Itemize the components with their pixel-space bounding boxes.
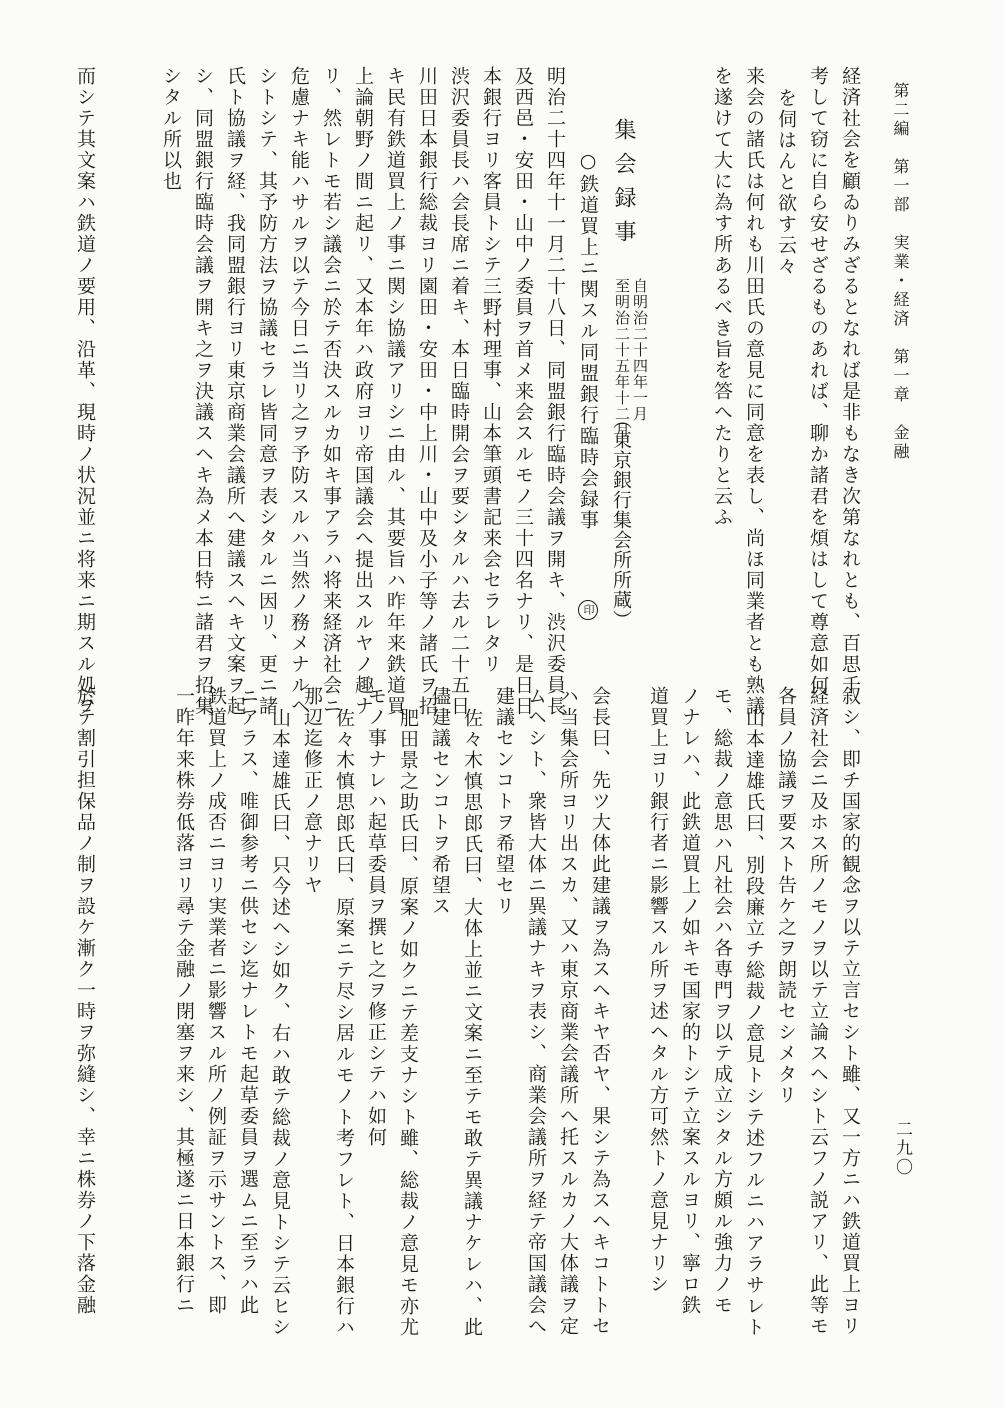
- text-column: 建議センコトヲ希望セリ: [493, 686, 515, 917]
- text-column: ニアラス、唯御参考ニ供セシ迄ナレトモ起草委員ヲ選ムニ至ラハ此: [237, 686, 259, 1316]
- text-column: 本銀行ヨリ客員トシテ三野村理事、山本筆頭書記来会セラレタリ: [480, 66, 502, 675]
- text-column: モ、総裁ノ意思ハ凡社会ハ各専門ヲ以テ成立シタル方頗ル強力ノモ: [711, 686, 733, 1316]
- running-header: 第二編 第一部 実業・経済 第一章 金融: [891, 82, 910, 462]
- text-column: 上論朝野ノ間ニ起リ、又本年ハ政府ヨリ帝国議会へ提出スルヤノ趣ナ: [352, 66, 374, 717]
- text-column: 山本達雄氏曰、別段廉立チ総裁ノ意見トシテ述フルニハアラサレト: [743, 708, 765, 1338]
- text-column: 山本達雄氏曰、只今述ヘシ如ク、右ハ敢テ総裁ノ意見トシテ云ヒシ: [269, 708, 291, 1338]
- text-column: 経済社会ニ及ホス所ノモノヲ以テ立論スヘシト云フノ説アリ、此等モ: [807, 686, 829, 1337]
- text-column: 儘建議センコトヲ希望ス: [429, 686, 451, 917]
- text-column: リ、然レトモ若シ議会ニ於テ否決スルカ如キ事アラハ将来経済社会ニ: [320, 66, 342, 717]
- page-number: 二九〇: [892, 1120, 912, 1177]
- text-column: 氏ト協議ヲ経、我同盟銀行ヨリ東京商業会議所へ建議スヘキ文案ヲ起: [224, 66, 246, 717]
- text-column: を伺はんと欲す云々: [775, 88, 797, 277]
- text-column: キ民有鉄道買上ノ事ニ関シ協議アリシニ由ル、其要旨ハ昨年来鉄道買: [384, 66, 406, 717]
- source-note: （東京銀行集会所所蔵）: [610, 410, 632, 630]
- text-column: 道買上ヨリ銀行者ニ影響スル所ヲ述ヘタル方可然トノ意見ナリシ: [647, 686, 669, 1295]
- minutes-heading: [578, 150, 597, 531]
- text-column: 各員ノ協議ヲ要スト告ケ之ヲ朗読セシメタリ: [775, 686, 797, 1106]
- text-column: 而シテ其文案ハ鉄道ノ要用、沿革、現時ノ状況並ニ将来ニ期スル処ヲ: [74, 66, 96, 717]
- text-column: ハ当集会所ヨリ出スカ、又ハ東京商業会議所へ托スルカノ大体議ヲ定: [557, 686, 579, 1337]
- text-column: 一昨年来株券低落ヨリ尋テ金融ノ閉塞ヲ来シ、其極遂ニ日本銀行ニ: [173, 686, 195, 1316]
- text-column: 来会の諸氏は何れも川田氏の意見に同意を表し、尚ほ同業者とも熟議: [743, 66, 765, 717]
- text-column: シトシテ、其予防方法ヲ協議セラレ皆同意ヲ表シタルニ因リ、更ニ諸: [256, 66, 278, 717]
- text-column: 鉄道買上ノ成否ニヨリ実業者ニ影響スル所ノ例証ヲ示サントス、即: [205, 686, 227, 1316]
- section-title: 集会録事: [611, 118, 636, 254]
- text-column: 佐々木慎思郎氏曰、大体上並ニ文案ニ至テモ敢テ異議ナケレハ、此: [461, 708, 483, 1338]
- date-range-from: 自明治二十四年一月: [631, 278, 649, 422]
- text-column: 肥田景之助氏曰、原案ノ如クニテ差支ナシト雖、総裁ノ意見モ亦尤: [397, 708, 419, 1338]
- date-range-to: 至明治二十五年十二月: [613, 278, 631, 438]
- text-column: 佐々木慎思郎氏曰、原案ニテ尽シ居ルモノト考フレト、日本銀行ハ: [333, 708, 355, 1338]
- seal-mark: [578, 600, 598, 620]
- text-column: シ、同盟銀行臨時会議ヲ開キ之ヲ決議スヘキ為メ本日特ニ諸君ヲ招集: [192, 66, 214, 717]
- text-column: 川田日本銀行総裁ヨリ園田・安田・中上川・山中及小子等ノ諸氏ヲ招: [416, 66, 438, 717]
- text-column: 叙シ、即チ国家的観念ヲ以テ立言セシト雖、又一方ニハ鉄道買上ヨリ: [839, 686, 861, 1337]
- text-column: 及西邑・安田・山中ノ委員ヲ首メ来会スルモノ三十四名ナリ、是日日: [512, 66, 534, 717]
- text-column: シタル所以也: [160, 66, 182, 192]
- text-column: 危慮ナキ能ハサルヲ以テ今日ニ当リ之ヲ予防スルハ当然ノ務メナルヘ: [288, 66, 310, 717]
- text-column: ノナレハ、此鉄道買上ノ如キモ国家的トシテ立案スルヨリ、寧ロ鉄: [679, 686, 701, 1316]
- text-column: 那辺迄修正ノ意ナリヤ: [301, 686, 323, 896]
- text-column: 考して窃に自ら安せざるものあれば、聊か諸君を煩はして尊意如何: [807, 66, 829, 696]
- text-column: 経済社会を顧ゐりみざるとなれば是非もなき次第なれとも、百思千: [839, 66, 861, 696]
- text-column: を遂けて大に為す所あるべき旨を答へたりと云ふ: [711, 66, 733, 528]
- text-column: 渋沢委員長ハ会長席ニ着キ、本日臨時開会ヲ要シタルハ去ル二十五日: [448, 66, 470, 717]
- seal-icon: 印: [578, 600, 598, 620]
- text-column: モノ事ナレハ起草委員ヲ撰ヒ之ヲ修正シテハ如何: [365, 686, 387, 1148]
- text-column: 於テ割引担保品ノ制ヲ設ケ漸ク一時ヲ弥縫シ、幸ニ株券ノ下落金融: [74, 686, 96, 1316]
- text-column: 会長曰、先ツ大体此建議ヲ為スヘキヤ否ヤ、果シテ為スヘキコトトセ: [589, 686, 611, 1337]
- text-column: ムヘシト、衆皆大体ニ異議ナキヲ表シ、商業会議所ヲ経テ帝国議会へ: [525, 686, 547, 1337]
- minutes-heading-text: ○鉄道買上ニ関スル同盟銀行臨時会録事: [577, 150, 599, 531]
- text-column: 明治二十四年十一月二十八日、同盟銀行臨時会議ヲ開キ、渋沢委員長: [544, 66, 566, 717]
